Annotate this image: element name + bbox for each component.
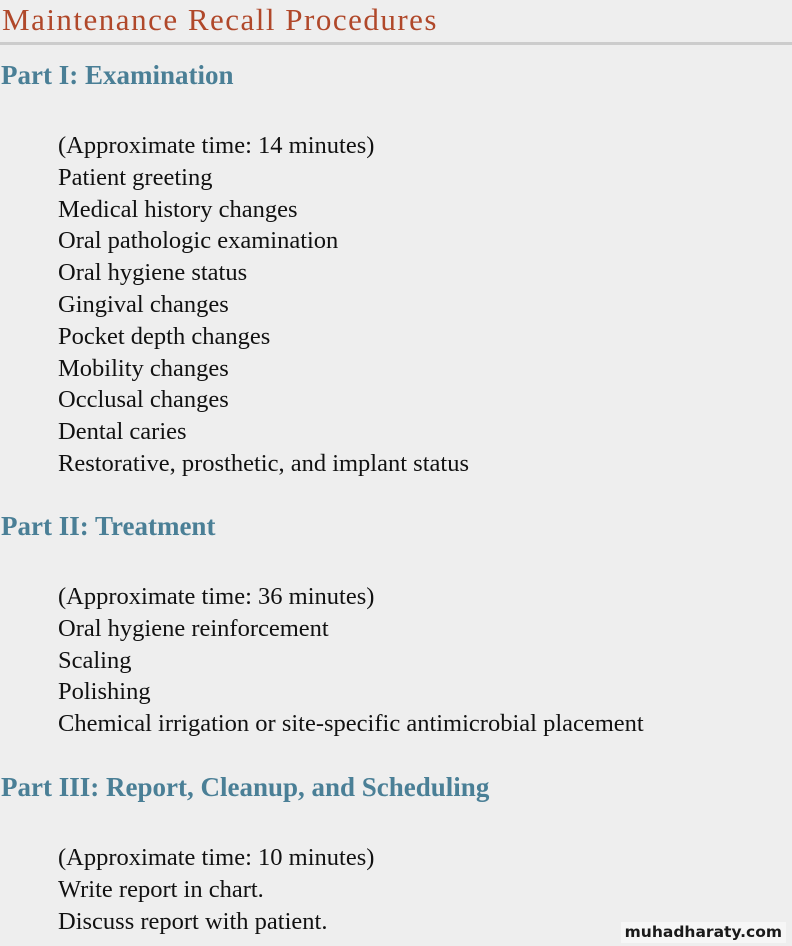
list-item: Patient greeting <box>58 163 213 191</box>
list-item: Oral hygiene reinforcement <box>58 614 329 642</box>
list-item: (Approximate time: 10 minutes) <box>58 844 375 871</box>
title-divider <box>0 42 792 45</box>
watermark: muhadharaty.com <box>621 922 786 943</box>
list-item: Polishing <box>58 678 151 706</box>
list-item: Oral pathologic examination <box>58 227 339 255</box>
examination-list <box>58 130 469 480</box>
section-heading-treatment: Part II: Treatment <box>1 511 216 541</box>
list-item: Scaling <box>58 646 132 674</box>
list-item: Occlusal changes <box>58 386 229 414</box>
section-heading-report: Part III: Report, Cleanup, and Scheduling <box>1 772 490 802</box>
list-item: (Approximate time: 36 minutes) <box>58 583 375 610</box>
list-item: Write report in chart. <box>58 875 264 903</box>
page-title: Maintenance Recall Procedures <box>2 2 438 37</box>
list-item: Gingival changes <box>58 290 229 318</box>
treatment-list <box>58 581 644 740</box>
list-item: Restorative, prosthetic, and implant status <box>58 449 469 477</box>
list-item: Discuss report with patient. <box>58 907 328 935</box>
list-item: Pocket depth changes <box>58 322 271 350</box>
list-item: Mobility changes <box>58 354 229 382</box>
report-list <box>58 842 374 937</box>
list-item: Dental caries <box>58 418 187 446</box>
list-item: Oral hygiene status <box>58 259 248 287</box>
section-heading-examination: Part I: Examination <box>1 60 234 90</box>
list-item: Chemical irrigation or site-specific antimicrobial placement <box>58 710 644 738</box>
list-item: (Approximate time: 14 minutes) <box>58 132 375 159</box>
list-item: Medical history changes <box>58 195 298 223</box>
